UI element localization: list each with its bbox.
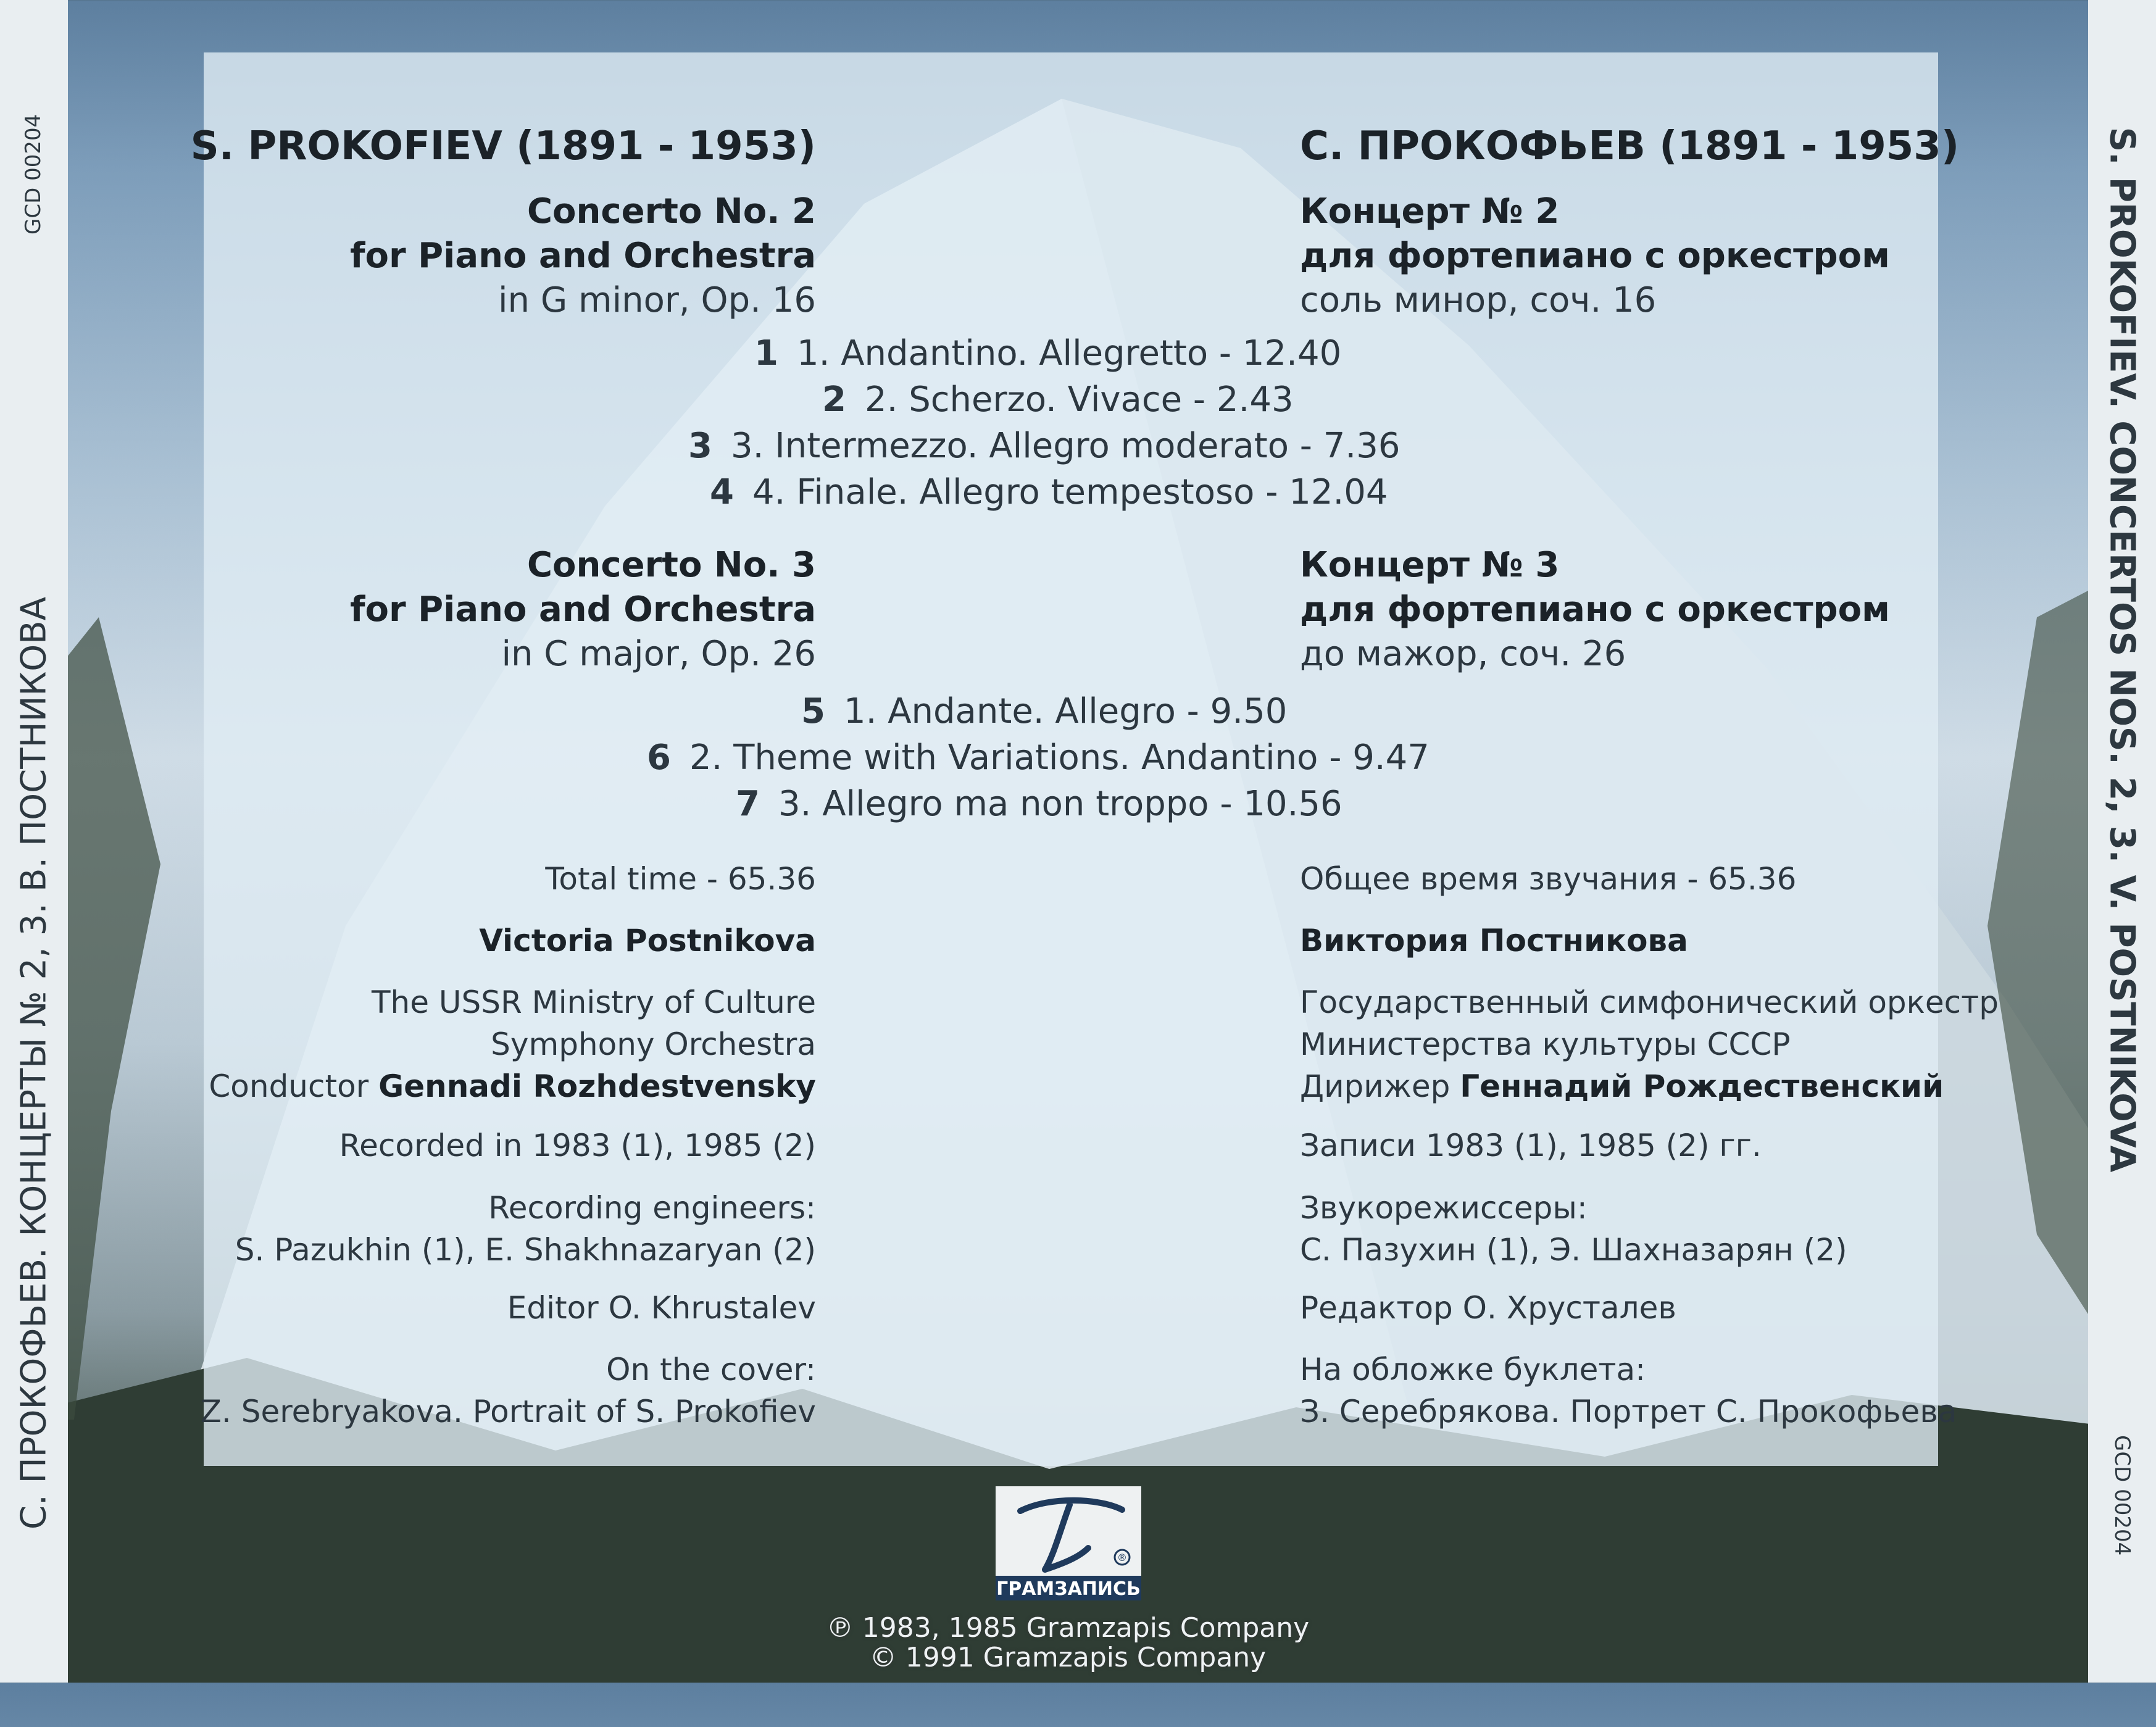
recorded-ru: Записи 1983 (1), 1985 (2) гг. [1300,1128,1762,1163]
recorded-en: Recorded in 1983 (1), 1985 (2) [339,1128,816,1163]
concerto2-en-title: Concerto No. 2 [527,191,816,231]
engineers-ru-names: С. Пазухин (1), Э. Шахназарян (2) [1300,1232,1847,1268]
concerto2-en-sub: for Piano and Orchestra [350,236,816,276]
track-number: 3 [688,426,712,466]
composer-en: S. PROKOFIEV (1891 - 1953) [190,123,816,169]
composer-ru: С. ПРОКОФЬЕВ (1891 - 1953) [1300,123,1960,169]
track-number: 2 [822,380,846,420]
orchestra-ru-line1: Государственный симфонический оркестр [1300,984,1999,1020]
track-row [822,380,1294,420]
track-row [754,333,1341,373]
copyright-line2: © 1991 Gramzapis Company [869,1642,1267,1673]
logo-text: ГРАМЗАПИСЬ [996,1578,1141,1600]
conductor-ru [1300,1065,1999,1107]
track-number: 1 [754,333,778,373]
engineers-ru [1300,1187,1847,1271]
soloist-ru: Виктория Постникова [1300,923,1688,959]
orchestra-en-line1: The USSR Ministry of Culture [372,984,816,1020]
track-title: 4. Finale. Allegro tempestoso - 12.04 [752,472,1388,512]
left-spine [0,0,68,1683]
editor-ru: Редактор О. Хрусталев [1300,1290,1676,1326]
concerto2-ru-sub: для фортепиано с оркестром [1300,236,1890,276]
cover-en-text: Z. Serebryakova. Portrait of S. Prokofiev [200,1394,816,1429]
copyright-line1: ℗ 1983, 1985 Gramzapis Company [826,1612,1310,1644]
soloist-en: Victoria Postnikova [479,923,816,959]
orchestra-en [209,981,816,1107]
concerto2-en-key: in G minor, Op. 16 [497,280,816,320]
concerto3-en-key: in C major, Op. 26 [501,634,816,674]
track-title: 1. Andante. Allegro - 9.50 [843,691,1288,731]
cover-ru-text: З. Серебрякова. Портрет С. Прокофьева [1300,1394,1957,1429]
track-row [801,691,1287,731]
cover-en-label: On the cover: [606,1352,816,1388]
editor-en: Editor O. Khrustalev [507,1290,816,1326]
right-spine-title: S. PROKOFIEV. CONCERTOS NOS. 2, 3. V. POSTNIKOVA [2102,127,2142,1173]
engineers-en [235,1187,816,1271]
concerto3-ru-key: до мажор, соч. 26 [1300,634,1626,674]
track-row [710,472,1388,512]
gramzapis-logo-icon [996,1486,1141,1600]
concerto3-en-title: Concerto No. 3 [527,545,816,585]
left-spine-catalog: GCD 00204 [21,114,46,235]
conductor-en-label: Conductor [209,1068,369,1104]
right-spine [2088,0,2156,1683]
total-time-en: Total time - 65.36 [545,861,816,897]
track-row [736,784,1342,824]
track-number: 6 [647,738,671,778]
track-title: 3. Intermezzo. Allegro moderato - 7.36 [730,426,1401,466]
track-row [688,426,1400,466]
left-spine-title: С. ПРОКОФЬЕВ. КОНЦЕРТЫ № 2, 3. В. ПОСТНИКОВА [14,596,54,1530]
conductor-ru-name: Геннадий Рождественский [1460,1068,1944,1104]
concerto3-ru-sub: для фортепиано с оркестром [1300,589,1890,630]
track-number: 5 [801,691,825,731]
orchestra-ru [1300,981,1999,1107]
engineers-ru-label: Звукорежиссеры: [1300,1190,1588,1226]
engineers-en-label: Recording engineers: [488,1190,816,1226]
right-spine-catalog: GCD 00204 [2110,1435,2134,1556]
concerto2-ru-key: соль минор, соч. 16 [1300,280,1657,320]
track-title: 3. Allegro ma non troppo - 10.56 [778,784,1342,824]
engineers-en-names: S. Pazukhin (1), E. Shakhnazaryan (2) [235,1232,816,1268]
registered-mark: ® [1117,1552,1127,1563]
concerto2-ru-title: Концерт № 2 [1300,191,1560,231]
track-row [647,738,1430,778]
gramzapis-logo [996,1486,1141,1600]
total-time-ru: Общее время звучания - 65.36 [1300,861,1797,897]
concerto2-en [350,189,816,323]
concerto3-ru [1300,543,1890,676]
conductor-en-name: Gennadi Rozhdestvensky [378,1068,816,1104]
track-number: 4 [710,472,734,512]
liner-panel [190,52,1999,1466]
concerto3-ru-title: Концерт № 3 [1300,545,1560,585]
orchestra-ru-line2: Министерства культуры СССР [1300,1026,1791,1062]
cover-credit-ru [1300,1349,1957,1433]
track-title: 1. Andantino. Allegretto - 12.40 [796,333,1342,373]
cover-ru-label: На обложке буклета: [1300,1352,1646,1388]
concerto3-en [350,543,816,676]
conductor-ru-label: Дирижер [1300,1068,1451,1104]
track-number: 7 [736,784,760,824]
concerto2-ru [1300,189,1890,323]
track-title: 2. Scherzo. Vivace - 2.43 [864,380,1294,420]
concerto3-en-sub: for Piano and Orchestra [350,589,816,630]
cover-credit-en [201,1349,816,1433]
orchestra-en-line2: Symphony Orchestra [491,1026,816,1062]
track-title: 2. Theme with Variations. Andantino - 9.47 [689,738,1430,778]
conductor-en [209,1065,816,1107]
